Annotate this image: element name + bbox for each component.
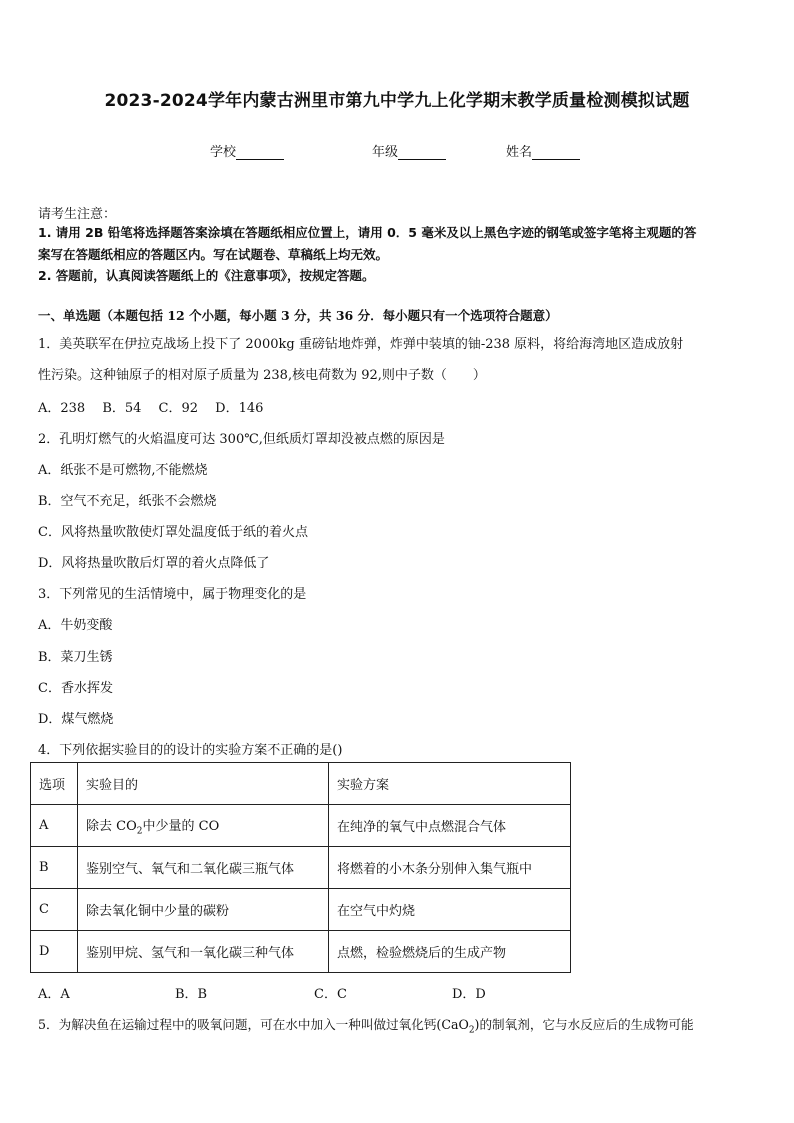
notice-heading: 请考生注意： — [38, 207, 117, 222]
table-cell-purpose: 鉴别空气、氧气和二氧化碳三瓶气体 — [78, 847, 329, 889]
table-cell-plan: 点燃，检验燃烧后的生成产物 — [329, 931, 571, 973]
q5-stem: 5．为解决鱼在运输过程中的吸氧问题，可在水中加入一种叫做过氧化钙(CaO$_2$)的制氧剂，它与水反应后的生成物可能 — [38, 1017, 694, 1036]
table-cell-option: D — [31, 931, 78, 973]
table-cell-option: C — [31, 889, 78, 931]
q4-experiment-table — [30, 762, 571, 973]
q4-option-a: A．A — [38, 987, 70, 1002]
table-cell-plan: 在纯净的氧气中点燃混合气体 — [329, 805, 571, 847]
table-row — [31, 889, 571, 931]
q3-option-c: C．香水挥发 — [38, 681, 113, 696]
table-cell-plan: 在空气中灼烧 — [329, 889, 571, 931]
table-header-cell: 实验方案 — [329, 763, 571, 805]
school-blank[interactable] — [236, 145, 284, 160]
name-field[interactable] — [506, 141, 580, 160]
table-cell-purpose: 鉴别甲烷、氢气和一氧化碳三种气体 — [78, 931, 329, 973]
grade-label: 年级 — [372, 145, 399, 160]
q1-line2: 性污染。这种铀原子的相对原子质量为 238,核电荷数为 92,则中子数（ ） — [38, 368, 486, 383]
q1-options: A．238 B．54 C．92 D．146 — [38, 401, 264, 416]
school-field[interactable] — [210, 141, 284, 160]
table-cell-purpose: 除去 $CO_2$中少量的 CO — [78, 805, 329, 847]
q3-option-b: B．菜刀生锈 — [38, 650, 113, 665]
section-heading: 一、单选题（本题包括 12 个小题，每小题 3 分，共 36 分．每小题只有一个选项符合题意） — [38, 308, 558, 323]
school-label: 学校 — [210, 145, 237, 160]
q4-option-d: D．D — [452, 987, 486, 1002]
q4-option-c: C．C — [314, 987, 347, 1002]
table-row — [31, 805, 571, 847]
name-label: 姓名 — [506, 145, 533, 160]
table-cell-purpose: 除去氧化铜中少量的碳粉 — [78, 889, 329, 931]
q4-stem: 4．下列依据实验目的的设计的实验方案不正确的是() — [38, 743, 343, 758]
grade-field[interactable] — [372, 141, 446, 160]
q2-option-d: D．风将热量吹散后灯罩的着火点降低了 — [38, 556, 270, 571]
q1-line1: 1．美英联军在伊拉克战场上投下了 2000kg 重磅钻地炸弹，炸弹中装填的铀-238 原料，将给海湾地区造成放射 — [38, 337, 684, 352]
notice-item2: 2. 答题前，认真阅读答题纸上的《注意事项》，按规定答题。 — [38, 268, 375, 283]
q2-stem: 2．孔明灯燃气的火焰温度可达 300℃,但纸质灯罩却没被点燃的原因是 — [38, 432, 445, 447]
grade-blank[interactable] — [398, 145, 446, 160]
q2-option-a: A．纸张不是可燃物,不能燃烧 — [38, 463, 208, 478]
table-header-row — [31, 763, 571, 805]
table-cell-plan: 将燃着的小木条分别伸入集气瓶中 — [329, 847, 571, 889]
table-row — [31, 847, 571, 889]
table-cell-option: A — [31, 805, 78, 847]
table-header-cell: 选项 — [31, 763, 78, 805]
page-title: 2023-2024学年内蒙古洲里市第九中学九上化学期末教学质量检测模拟试题 — [104, 91, 690, 111]
table-cell-option: B — [31, 847, 78, 889]
table-row — [31, 931, 571, 973]
notice-item1-line1: 1. 请用 2B 铅笔将选择题答案涂填在答题纸相应位置上，请用 0．5 毫米及以上黑色字迹的钢笔或签字笔将主观题的答 — [38, 225, 697, 240]
table-header-cell: 实验目的 — [78, 763, 329, 805]
q2-option-c: C．风将热量吹散使灯罩处温度低于纸的着火点 — [38, 525, 308, 540]
q2-option-b: B．空气不充足，纸张不会燃烧 — [38, 494, 217, 509]
name-blank[interactable] — [532, 145, 580, 160]
q3-option-a: A．牛奶变酸 — [38, 618, 113, 633]
q4-option-b: B．B — [175, 987, 208, 1002]
notice-item1-line2: 案写在答题纸相应的答题区内。写在试题卷、草稿纸上均无效。 — [38, 247, 389, 262]
q3-option-d: D．煤气燃烧 — [38, 712, 114, 727]
q3-stem: 3．下列常见的生活情境中，属于物理变化的是 — [38, 587, 307, 602]
